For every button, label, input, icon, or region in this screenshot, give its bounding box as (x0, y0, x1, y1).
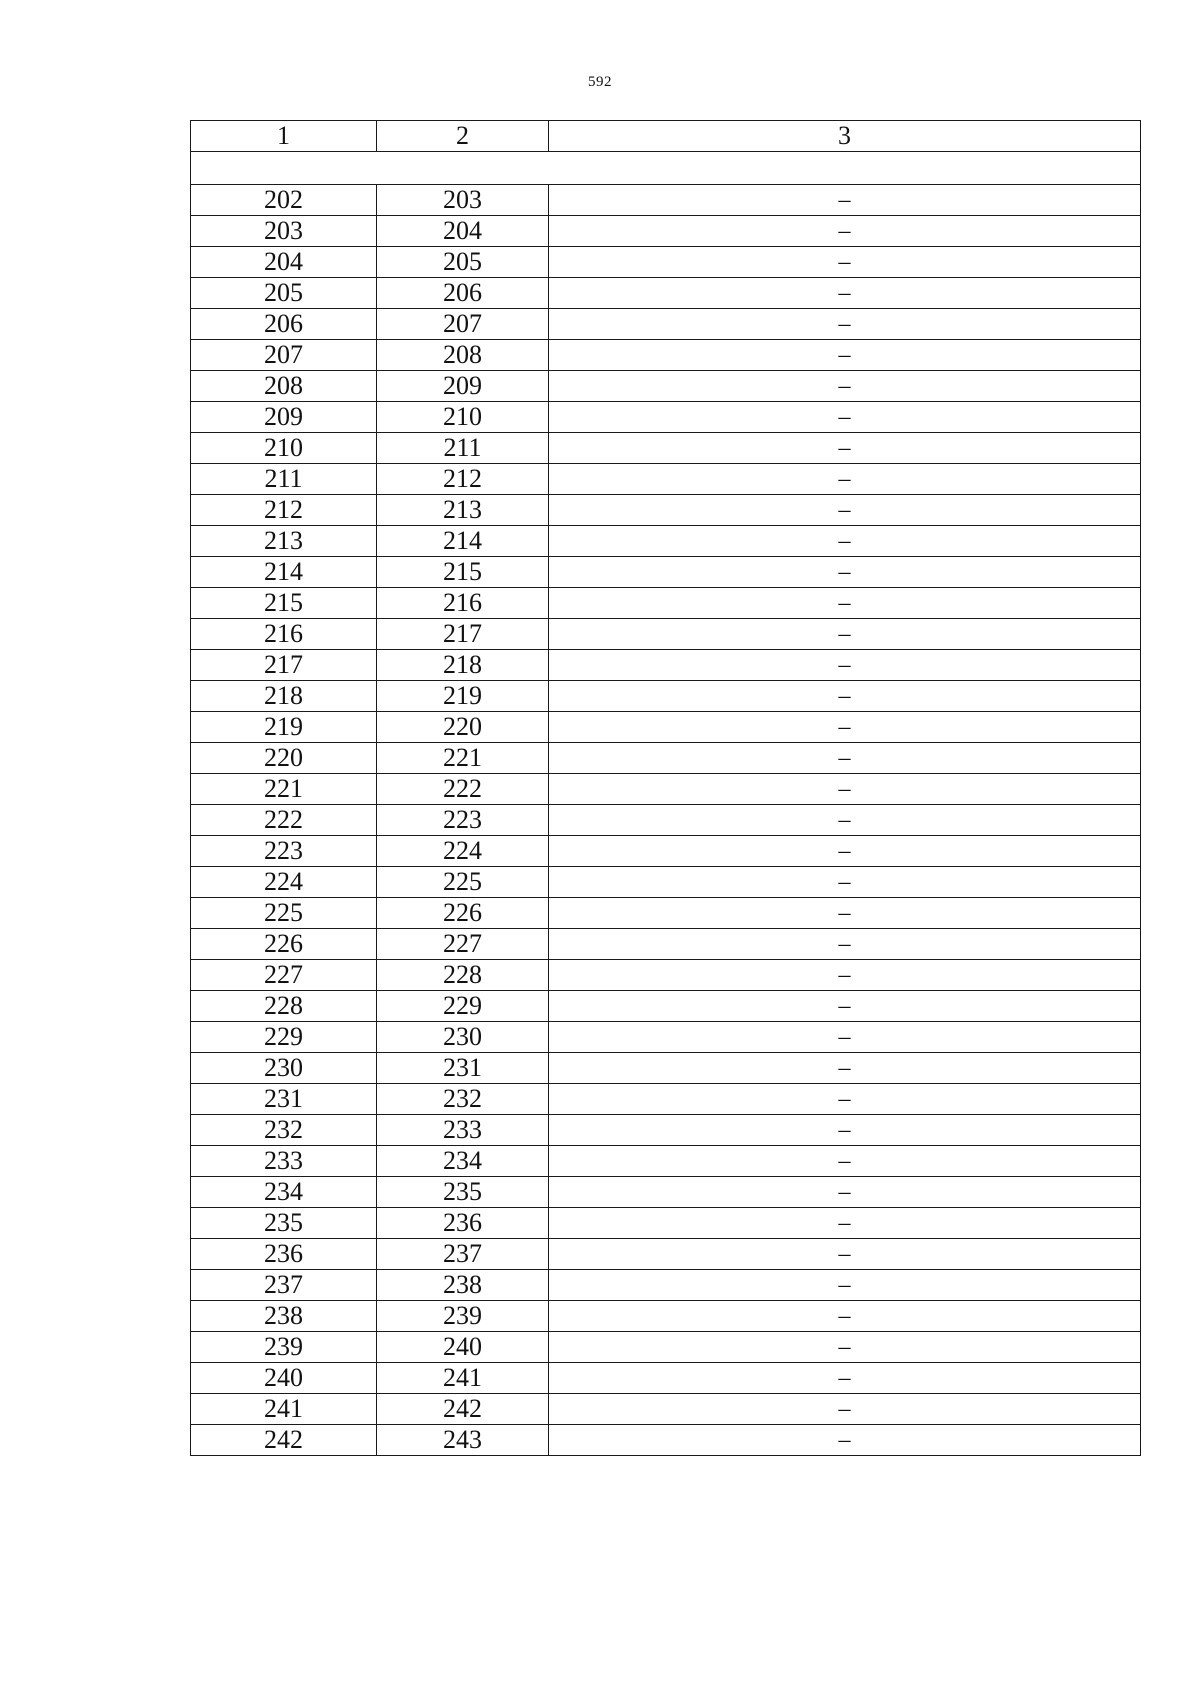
table-cell-col-2: 242 (377, 1394, 549, 1425)
table-cell-col-3: – (549, 1084, 1141, 1115)
table-cell-col-3: – (549, 898, 1141, 929)
table-row (191, 371, 1141, 402)
table-cell-col-3: – (549, 216, 1141, 247)
table-row (191, 1363, 1141, 1394)
table-cell-col-1: 217 (191, 650, 377, 681)
table-cell-col-2: 234 (377, 1146, 549, 1177)
table-row (191, 1115, 1141, 1146)
table-cell-col-3: – (549, 402, 1141, 433)
table-cell-col-2: 222 (377, 774, 549, 805)
table-cell-col-1: 215 (191, 588, 377, 619)
table-cell-col-2: 203 (377, 185, 549, 216)
data-table (190, 120, 1141, 1456)
table-cell-col-2: 236 (377, 1208, 549, 1239)
table-cell-col-1: 221 (191, 774, 377, 805)
table-cell-col-2: 228 (377, 960, 549, 991)
table-cell-col-3: – (549, 278, 1141, 309)
table-cell-col-1: 212 (191, 495, 377, 526)
table-cell-col-1: 213 (191, 526, 377, 557)
table-cell-col-3: – (549, 1177, 1141, 1208)
table-row (191, 774, 1141, 805)
table-cell-col-1: 227 (191, 960, 377, 991)
table-cell-col-3: – (549, 1022, 1141, 1053)
table-cell-col-2: 218 (377, 650, 549, 681)
table-cell-col-1: 234 (191, 1177, 377, 1208)
table-cell-col-3: – (549, 185, 1141, 216)
table-cell-col-3: – (549, 1208, 1141, 1239)
table-row (191, 216, 1141, 247)
table-cell-col-3: – (549, 309, 1141, 340)
table-cell-col-3: – (549, 1239, 1141, 1270)
table-row (191, 278, 1141, 309)
table-cell-col-3: – (549, 774, 1141, 805)
table-row (191, 836, 1141, 867)
table-cell-col-1: 237 (191, 1270, 377, 1301)
table-cell-col-1: 202 (191, 185, 377, 216)
table-cell-col-3: – (549, 1425, 1141, 1456)
table-cell-col-2: 230 (377, 1022, 549, 1053)
table-cell-col-1: 235 (191, 1208, 377, 1239)
table-cell-col-1: 240 (191, 1363, 377, 1394)
table-cell-col-2: 220 (377, 712, 549, 743)
table-cell-col-1: 236 (191, 1239, 377, 1270)
table-row (191, 247, 1141, 278)
table-cell-col-2: 239 (377, 1301, 549, 1332)
table-cell-col-3: – (549, 588, 1141, 619)
table-cell-col-1: 231 (191, 1084, 377, 1115)
table-cell-col-3: – (549, 340, 1141, 371)
table-cell-col-2: 205 (377, 247, 549, 278)
table-cell-col-2: 235 (377, 1177, 549, 1208)
table-cell-col-3: – (549, 712, 1141, 743)
table-cell-col-3: – (549, 526, 1141, 557)
table-row (191, 1239, 1141, 1270)
table-cell-col-2: 215 (377, 557, 549, 588)
table-row (191, 991, 1141, 1022)
table-cell-col-3: – (549, 619, 1141, 650)
table-row (191, 1208, 1141, 1239)
table-cell-col-3: – (549, 495, 1141, 526)
table-row (191, 495, 1141, 526)
table-cell-col-1: 232 (191, 1115, 377, 1146)
table-cell-col-1: 211 (191, 464, 377, 495)
table-cell-col-3: – (549, 1053, 1141, 1084)
table-cell-col-3: – (549, 433, 1141, 464)
table-cell-col-1: 233 (191, 1146, 377, 1177)
table-row (191, 1425, 1141, 1456)
table-row (191, 433, 1141, 464)
table-cell-col-3: – (549, 371, 1141, 402)
table-cell-col-2: 216 (377, 588, 549, 619)
table-row (191, 1270, 1141, 1301)
table-row (191, 1394, 1141, 1425)
table-cell-col-3: – (549, 1115, 1141, 1146)
table-cell-col-2: 238 (377, 1270, 549, 1301)
table-row (191, 867, 1141, 898)
table-cell-col-3: – (549, 1301, 1141, 1332)
table-cell-col-2: 221 (377, 743, 549, 774)
table-cell-col-3: – (549, 743, 1141, 774)
table-row (191, 650, 1141, 681)
table-row (191, 1053, 1141, 1084)
table-cell-col-2: 208 (377, 340, 549, 371)
page-number: 592 (588, 74, 612, 90)
table-cell-col-2: 207 (377, 309, 549, 340)
table-cell-col-3: – (549, 991, 1141, 1022)
table-cell-col-1: 206 (191, 309, 377, 340)
table-cell-col-2: 211 (377, 433, 549, 464)
table-row (191, 743, 1141, 774)
table-row (191, 1084, 1141, 1115)
table-cell-col-1: 242 (191, 1425, 377, 1456)
table-row (191, 1332, 1141, 1363)
table-cell-col-1: 205 (191, 278, 377, 309)
table-cell-col-3: – (549, 247, 1141, 278)
table-cell-col-3: – (549, 929, 1141, 960)
table-cell-col-2: 209 (377, 371, 549, 402)
table-row (191, 1301, 1141, 1332)
table-row (191, 681, 1141, 712)
table-cell-col-1: 224 (191, 867, 377, 898)
table-row (191, 1022, 1141, 1053)
table-row (191, 712, 1141, 743)
table-row (191, 619, 1141, 650)
table-cell-col-1: 203 (191, 216, 377, 247)
table-cell-col-3: – (549, 650, 1141, 681)
table-cell-col-1: 223 (191, 836, 377, 867)
data-table-container (190, 120, 1140, 1456)
table-header-row (191, 121, 1141, 152)
table-cell-col-2: 210 (377, 402, 549, 433)
table-cell-col-2: 214 (377, 526, 549, 557)
table-cell-col-2: 223 (377, 805, 549, 836)
table-row (191, 185, 1141, 216)
table-row (191, 1146, 1141, 1177)
table-row (191, 309, 1141, 340)
table-cell-col-1: 207 (191, 340, 377, 371)
table-cell-col-2: 241 (377, 1363, 549, 1394)
table-cell-col-2: 231 (377, 1053, 549, 1084)
table-cell-col-3: – (549, 960, 1141, 991)
table-cell-col-1: 208 (191, 371, 377, 402)
table-row (191, 805, 1141, 836)
table-cell-col-1: 228 (191, 991, 377, 1022)
table-cell-col-3: – (549, 1394, 1141, 1425)
table-cell-col-2: 213 (377, 495, 549, 526)
table-cell-col-1: 204 (191, 247, 377, 278)
table-cell-col-2: 224 (377, 836, 549, 867)
table-row (191, 929, 1141, 960)
table-cell-col-1: 222 (191, 805, 377, 836)
table-cell-col-2: 229 (377, 991, 549, 1022)
table-cell-col-3: – (549, 1146, 1141, 1177)
table-cell-col-3: – (549, 867, 1141, 898)
table-cell-col-2: 226 (377, 898, 549, 929)
table-blank-row (191, 152, 1141, 185)
table-cell-col-1: 239 (191, 1332, 377, 1363)
table-cell-col-1: 218 (191, 681, 377, 712)
table-cell-col-2: 240 (377, 1332, 549, 1363)
table-row (191, 464, 1141, 495)
table-cell-col-1: 230 (191, 1053, 377, 1084)
table-cell-col-1: 214 (191, 557, 377, 588)
table-cell-col-1: 229 (191, 1022, 377, 1053)
table-cell-col-1: 226 (191, 929, 377, 960)
table-cell-col-2: 233 (377, 1115, 549, 1146)
table-cell-col-1: 220 (191, 743, 377, 774)
table-cell-col-3: – (549, 681, 1141, 712)
table-cell-col-3: – (549, 464, 1141, 495)
table-cell-col-1: 241 (191, 1394, 377, 1425)
column-header-2: 2 (377, 121, 549, 152)
table-cell-col-2: 237 (377, 1239, 549, 1270)
table-cell-col-1: 209 (191, 402, 377, 433)
table-row (191, 557, 1141, 588)
table-cell-col-2: 204 (377, 216, 549, 247)
table-cell-col-1: 210 (191, 433, 377, 464)
table-cell-col-3: – (549, 836, 1141, 867)
table-row (191, 402, 1141, 433)
table-row (191, 526, 1141, 557)
table-cell-col-2: 212 (377, 464, 549, 495)
table-cell-col-2: 243 (377, 1425, 549, 1456)
table-row (191, 960, 1141, 991)
table-row (191, 898, 1141, 929)
table-cell-col-3: – (549, 805, 1141, 836)
table-row (191, 588, 1141, 619)
table-cell-col-2: 225 (377, 867, 549, 898)
table-cell-col-2: 232 (377, 1084, 549, 1115)
table-cell-col-1: 216 (191, 619, 377, 650)
table-cell-col-3: – (549, 557, 1141, 588)
table-cell-col-2: 217 (377, 619, 549, 650)
blank-cell (191, 152, 1141, 185)
table-cell-col-1: 225 (191, 898, 377, 929)
column-header-1: 1 (191, 121, 377, 152)
table-cell-col-3: – (549, 1363, 1141, 1394)
column-header-3: 3 (549, 121, 1141, 152)
table-cell-col-2: 227 (377, 929, 549, 960)
table-cell-col-1: 238 (191, 1301, 377, 1332)
table-cell-col-2: 219 (377, 681, 549, 712)
table-cell-col-2: 206 (377, 278, 549, 309)
table-row (191, 1177, 1141, 1208)
table-cell-col-3: – (549, 1332, 1141, 1363)
table-cell-col-3: – (549, 1270, 1141, 1301)
table-row (191, 340, 1141, 371)
table-cell-col-1: 219 (191, 712, 377, 743)
